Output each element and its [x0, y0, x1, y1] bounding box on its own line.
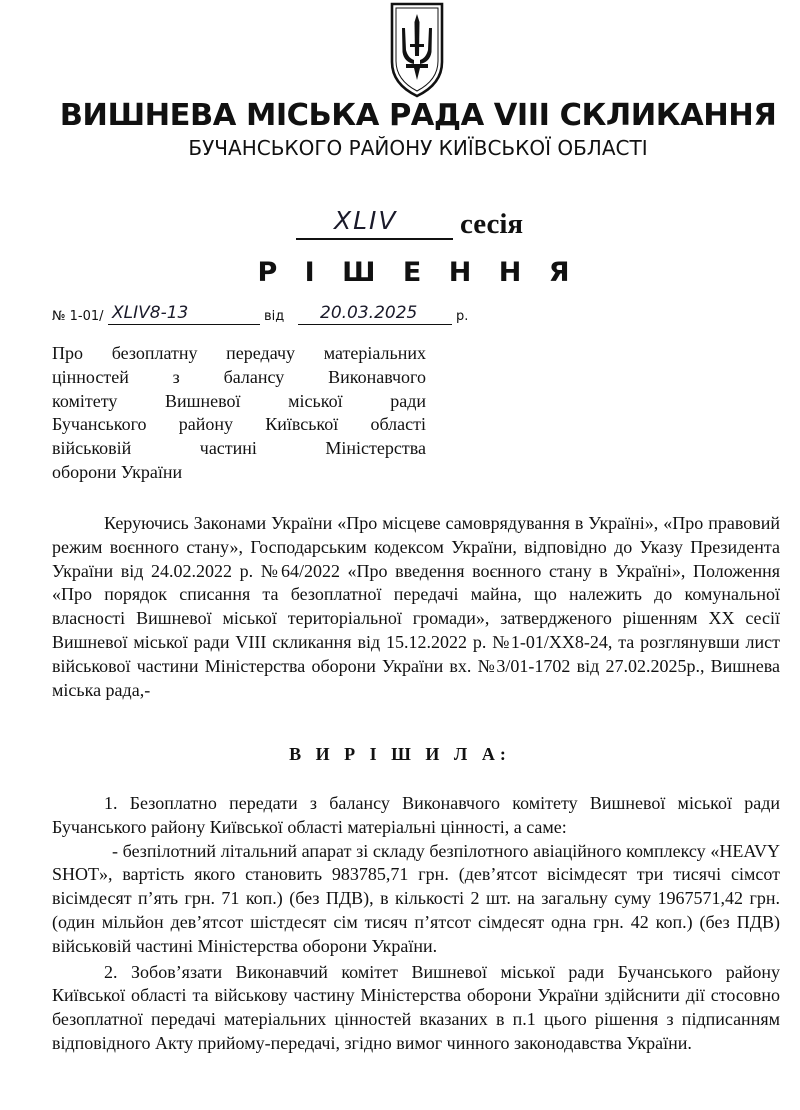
decision-number: XLIV8-13 [112, 303, 189, 323]
session-number: XLIV [334, 206, 398, 235]
resolved-heading: В И Р І Ш И Л А: [289, 744, 511, 764]
resolution-item-1: 1. Безоплатно передати з балансу Виконавчого комітету Вишневої міської ради Бучанського району Київської області матеріальні цінності, а саме: [52, 793, 780, 837]
decision-subject [52, 342, 426, 485]
number-prefix: № 1-01/ [52, 309, 104, 324]
resolution-items [52, 792, 780, 1056]
preamble-paragraph: Керуючись Законами України «Про місцеве самоврядування в Україні», «Про правовий режим воєнного стану», Господарським кодексом України, відповідно до Указу Президента України від 24.02.2022 р. №64/2022 «Про введення воєнного стану в Україні», Положення «Про порядок списання та безоплатної передачі майна, що належить до комунальної власності Вишневої міської територіальної громади», затвердженого рішенням XX сесії Вишневої міської ради VIII скликання від 15.12.2022 р. №1-01/XX8-24, та розглянувши лист військової частини Міністерства оборони України вх. №3/01-1702 від 27.02.2025р., Вишнева міська рада,- [52, 513, 780, 700]
resolution-item-2: 2. Зобов’язати Виконавчий комітет Вишневої міської ради Бучанського району Київської області та військову частину Міністерства оборони України здійснити дії стосовно безоплатної передачі матеріальних цінностей вказаних в п.1 цього рішення з підписанням відповідного Акту прийому-передачі, згідно вимог чинного законодавства України. [52, 961, 780, 1053]
district-title: БУЧАНСЬКОГО РАЙОНУ КИЇВСЬКОЇ ОБЛАСТІ [188, 136, 648, 160]
decision-title: Р І Ш Е Н Н Я [257, 257, 579, 288]
subject-line: Бучанського району Київської області [52, 414, 426, 435]
trident-coat-of-arms-icon [386, 0, 448, 98]
number-underline [108, 324, 260, 325]
date-underline [298, 324, 452, 325]
subject-line: Про безоплатну передачу матеріальних [52, 343, 426, 363]
subject-line: оборони України [52, 461, 183, 482]
from-label: від [264, 309, 285, 324]
subject-line: військовій частині Міністерства [52, 438, 426, 459]
subject-line: цінностей з балансу Виконавчого [52, 366, 426, 387]
decision-number-line [52, 303, 469, 327]
resolution-item-1-detail: - безпілотний літальний апарат зі складу безпілотного авіаційного комплексу «HEAVY SHOT», вартість якого становить 983785,71 грн. (дев’ятсот вісімдесят три тисячі сімсот вісімдесят п’ять грн. 71 коп.) (без ПДВ), в кількості 2 шт. на загальну суму 1967571,42 грн. (один мільйон дев’ятсот шістдесят сім тисяч п’ятсот сімдесят одна грн. 42 коп.) (без ПДВ) військовій частині Міністерства оборони України. [52, 840, 780, 956]
subject-line: комітету Вишневої міської ради [52, 390, 426, 411]
preamble [52, 512, 780, 702]
session-label: сесія [460, 208, 524, 240]
council-title: ВИШНЕВА МІСЬКА РАДА VIII СКЛИКАННЯ [59, 98, 777, 133]
decision-date: 20.03.2025 [320, 303, 418, 323]
year-suffix: р. [456, 309, 469, 324]
